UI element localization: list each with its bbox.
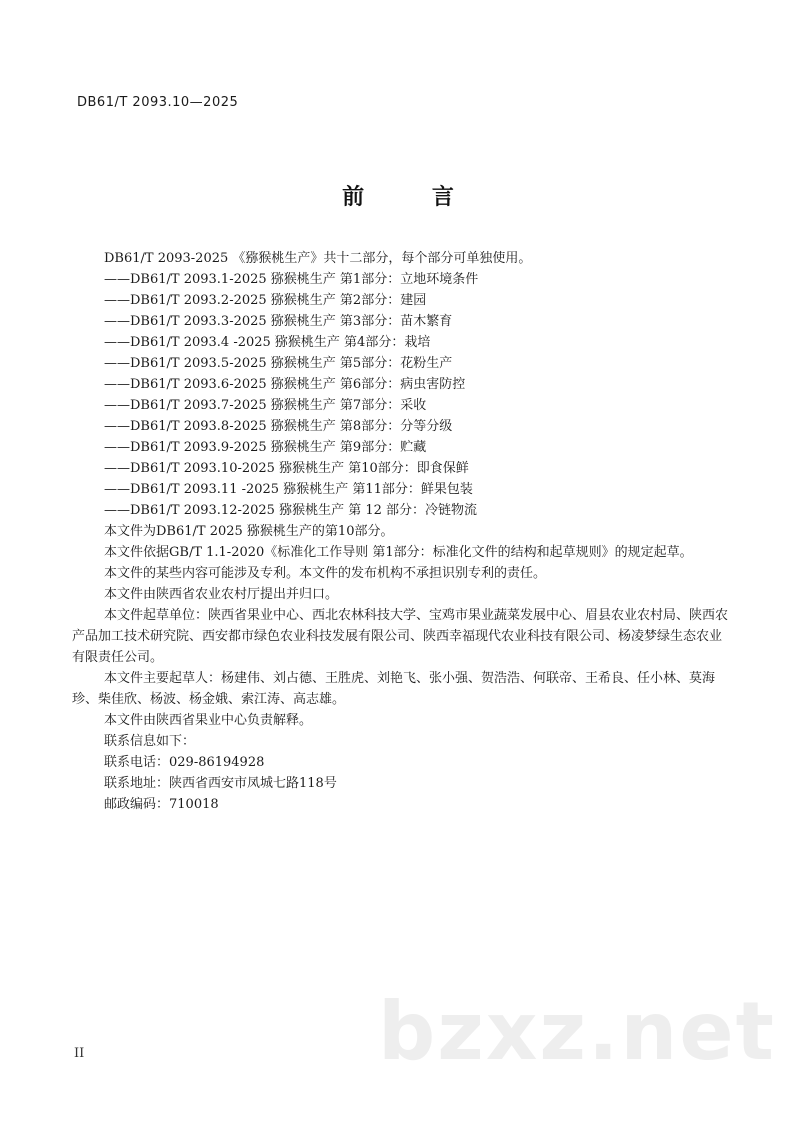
watermark: bzxz.net [378, 985, 776, 1078]
parts-list [72, 269, 728, 521]
page-number: II [74, 1046, 85, 1061]
list-item: ——DB61/T 2093.5-2025 猕猴桃生产 第5部分：花粉生产 [104, 356, 453, 371]
drafting-units-paragraph: 本文件起草单位：陕西省果业中心、西北农林科技大学、宝鸡市果业蔬菜发展中心、眉县农业农村局、陕西农产品加工技术研究院、西安都市绿色农业科技发展有限公司、陕西幸福现代农业科技有限公司、杨凌梦绿生态农业有限责任公司。 [72, 608, 729, 665]
contact-postcode: 邮政编码：710018 [104, 797, 219, 812]
interpretation-paragraph: 本文件由陕西省果业中心负责解释。 [104, 713, 313, 728]
page-title: 前 言 [342, 184, 484, 210]
contact-heading: 联系信息如下： [104, 734, 196, 749]
contact-phone: 联系电话：029-86194928 [104, 755, 265, 770]
part-statement-paragraph: 本文件为DB61/T 2025 猕猴桃生产的第10部分。 [104, 524, 394, 539]
list-item: ——DB61/T 2093.6-2025 猕猴桃生产 第6部分：病虫害防控 [104, 377, 466, 392]
list-item: ——DB61/T 2093.2-2025 猕猴桃生产 第2部分：建园 [104, 293, 427, 308]
list-item: ——DB61/T 2093.12-2025 猕猴桃生产 第 12 部分：冷链物流 [104, 503, 478, 518]
document-code: DB61/T 2093.10—2025 [77, 95, 239, 110]
patent-paragraph: 本文件的某些内容可能涉及专利。本文件的发布机构不承担识别专利的责任。 [104, 566, 547, 581]
list-item: ——DB61/T 2093.3-2025 猕猴桃生产 第3部分：苗木繁育 [104, 314, 453, 329]
intro-paragraph: DB61/T 2093-2025 《猕猴桃生产》共十二部分，每个部分可单独使用。 [104, 251, 532, 266]
list-item: ——DB61/T 2093.7-2025 猕猴桃生产 第7部分：采收 [104, 398, 427, 413]
list-item: ——DB61/T 2093.1-2025 猕猴桃生产 第1部分：立地环境条件 [104, 272, 479, 287]
proposer-paragraph: 本文件由陕西省农业农村厅提出并归口。 [104, 587, 339, 602]
drafting-rules-paragraph: 本文件依据GB/T 1.1-2020《标准化工作导则 第1部分：标准化文件的结构和起草规则》的规定起草。 [104, 545, 693, 560]
drafters-paragraph: 本文件主要起草人：杨建伟、刘占德、王胜虎、刘艳飞、张小强、贺浩浩、何联帝、王希良、任小林、莫海珍、柴佳欣、杨波、杨金娥、索江涛、高志雄。 [72, 671, 716, 707]
list-item: ——DB61/T 2093.8-2025 猕猴桃生产 第8部分：分等分级 [104, 419, 453, 434]
list-item: ——DB61/T 2093.9-2025 猕猴桃生产 第9部分：贮藏 [104, 440, 427, 455]
list-item: ——DB61/T 2093.4 -2025 猕猴桃生产 第4部分：栽培 [104, 335, 431, 350]
contact-address: 联系地址：陕西省西安市凤城七路118号 [104, 776, 337, 791]
foreword-body [72, 248, 728, 815]
list-item: ——DB61/T 2093.10-2025 猕猴桃生产 第10部分：即食保鲜 [104, 461, 469, 476]
list-item: ——DB61/T 2093.11 -2025 猕猴桃生产 第11部分：鲜果包装 [104, 482, 473, 497]
